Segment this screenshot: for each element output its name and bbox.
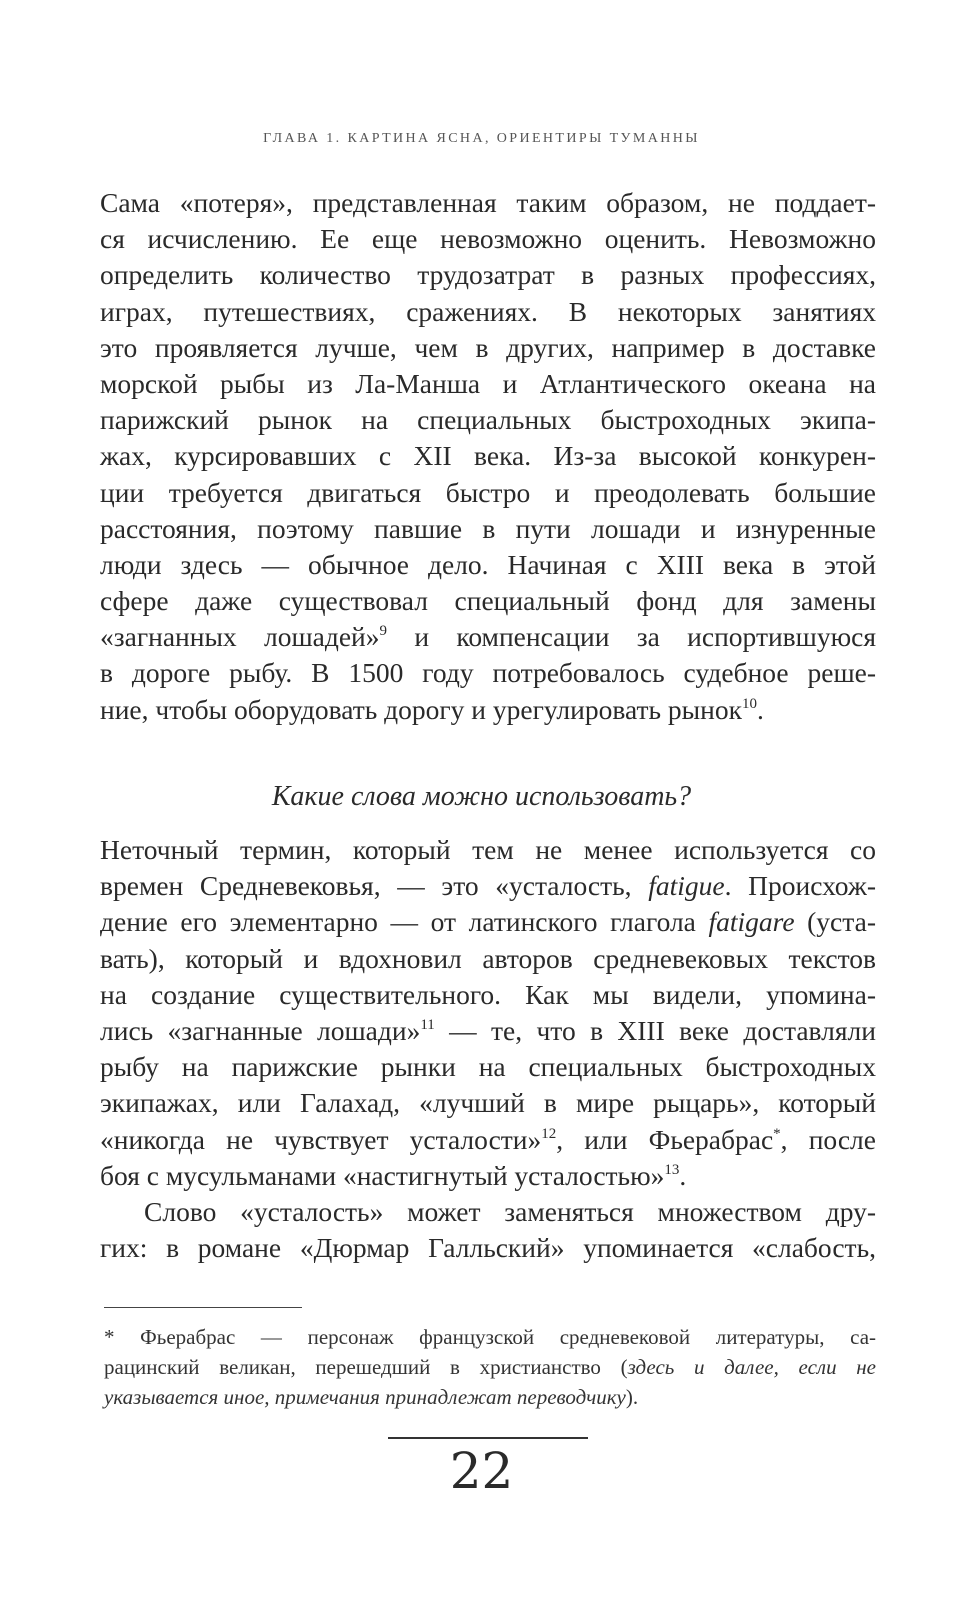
text-line: боя с мусульманами «настигнутый усталостью»$^{13}$. <box>100 1159 687 1191</box>
text-fragment: ). <box>625 1385 639 1409</box>
text-line: ции требуется двигаться быстро и преодолевать большие <box>100 476 876 508</box>
text-line: люди здесь — обычное дело. Начиная с XIII века в этой <box>100 548 876 580</box>
text-line: морской рыбы из Ла-Манша и Атлантического океана на <box>100 367 876 399</box>
note-ref-9[interactable]: 9 <box>379 623 388 640</box>
text-line <box>100 619 876 655</box>
text-fragment: дение его элементарно — от латинского глагола <box>100 906 709 938</box>
text-line <box>100 868 876 904</box>
text-line: играх, путешествиях, сражениях. В некоторых занятиях <box>100 295 876 327</box>
text-fragment: рацинский великан, перешедший в христианство ( <box>104 1355 628 1379</box>
text-line: Неточный термин, который тем не менее используется со <box>100 834 876 865</box>
note-ref-12[interactable]: 12 <box>541 1125 557 1142</box>
text-line: жах, курсировавших с XII века. Из-за высокой конкурен- <box>100 440 876 472</box>
text-fragment: . Происхож- <box>724 870 876 902</box>
text-fragment: , после <box>780 1123 876 1155</box>
page-number: 22 <box>449 1442 514 1500</box>
footnote-line <box>104 1382 876 1412</box>
text-fragment: «никогда не чувствует усталости» <box>100 1123 542 1155</box>
text-line: сфере даже существовал специальный фонд для замены <box>100 585 876 617</box>
footnote-marker: * <box>104 1325 115 1349</box>
text-line <box>100 1122 876 1158</box>
text-line: на создание существительного. Как мы видели, упомина- <box>100 978 876 1010</box>
text-fragment: , или Фьерабрас <box>556 1123 774 1155</box>
italic-term: fatigare <box>708 906 795 938</box>
footnote-line <box>104 1322 876 1352</box>
section-heading: Какие слова можно использовать? <box>271 781 692 812</box>
paragraph-2 <box>100 832 876 1266</box>
text-fragment: времен Средневековья, — это «усталость, <box>100 870 649 902</box>
note-ref-13[interactable]: 13 <box>664 1161 680 1178</box>
text-line: ся исчислению. Ее еще невозможно оценить. Невозможно <box>100 223 876 255</box>
italic-term: fatigue <box>648 870 725 902</box>
italic-text: указывается иное, примечания принадлежат переводчику <box>104 1385 626 1409</box>
running-head: ГЛАВА 1. КАРТИНА ЯСНА, ОРИЕНТИРЫ ТУМАННЫ <box>263 131 700 146</box>
footnote-rule <box>104 1307 302 1308</box>
footnote <box>104 1322 876 1412</box>
text-line: экипажах, или Галахад, «лучший в мире рыцарь», который <box>100 1087 876 1119</box>
text-line: рыбу на парижские рынки на специальных быстроходных <box>100 1051 876 1083</box>
text-fragment: ние, чтобы оборудовать дорогу и урегулировать рынок <box>100 693 742 725</box>
text-fragment: лись «загнанные лошади» <box>100 1014 421 1046</box>
text-fragment: — те, что в XIII веке доставляли <box>434 1014 876 1046</box>
italic-text: здесь и далее, если не <box>627 1355 877 1379</box>
text-line: Сама «потеря», представленная таким образом, не поддает- <box>100 187 876 218</box>
footnote-marker[interactable]: * <box>773 1125 781 1142</box>
text-fragment: боя с мусульманами «настигнутый усталостью» <box>100 1159 665 1191</box>
text-line: это проявляется лучше, чем в других, например в доставке <box>100 331 876 363</box>
note-ref-11[interactable]: 11 <box>420 1016 435 1033</box>
text-line: парижский рынок на специальных быстроходных экипа- <box>100 404 876 436</box>
text-line: определить количество трудозатрат в разных профессиях, <box>100 259 876 291</box>
text-line: гих: в романе «Дюрмар Галльский» упоминается «слабость, <box>100 1232 876 1264</box>
text-fragment: (уста- <box>794 906 876 938</box>
paragraph-1 <box>100 185 876 728</box>
text-fragment: «загнанных лошадей» <box>100 621 380 653</box>
page-number-rule <box>388 1437 588 1439</box>
text-line: в дороге рыбу. В 1500 году потребовалось судебное реше- <box>100 657 876 689</box>
text-fragment: Фьерабрас — персонаж французской средневековой литературы, са- <box>140 1325 877 1349</box>
text-line: Слово «усталость» может заменяться множеством дру- <box>144 1195 876 1227</box>
text-line <box>100 1013 876 1049</box>
footnote-line <box>104 1352 876 1382</box>
text-line: вать), который и вдохновил авторов средневековых текстов <box>100 942 876 974</box>
text-line: ние, чтобы оборудовать дорогу и урегулировать рынок$^{10}$. <box>100 693 764 725</box>
text-fragment: и компенсации за испортившуюся <box>414 621 876 653</box>
text-line <box>100 904 876 940</box>
note-ref-10[interactable]: 10 <box>741 695 757 712</box>
text-line: расстояния, поэтому павшие в пути лошади и изнуренные <box>100 512 876 544</box>
